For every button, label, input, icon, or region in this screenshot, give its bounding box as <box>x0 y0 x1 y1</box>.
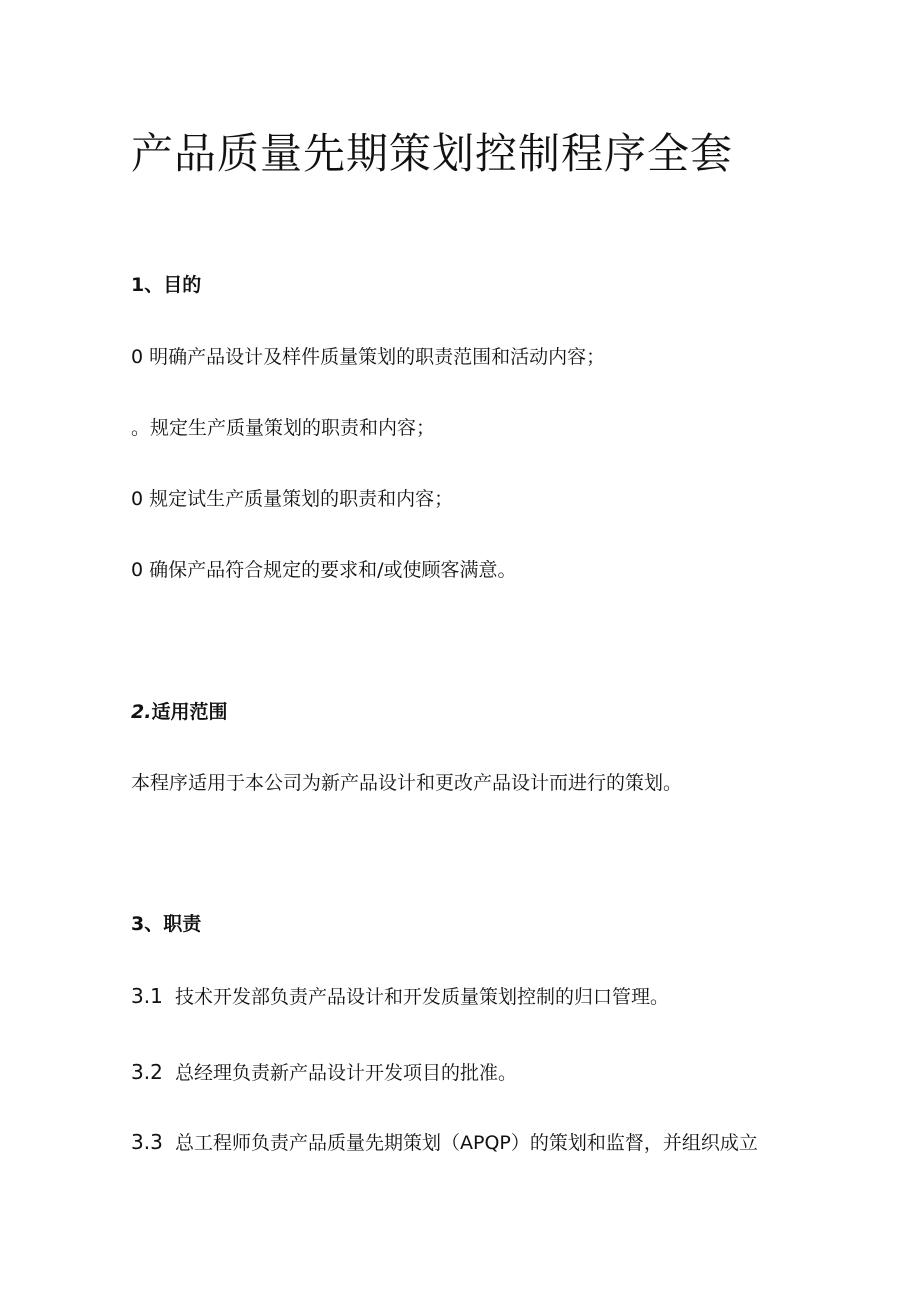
purpose-item: 0 确保产品符合规定的要求和/或使顾客满意。 <box>131 559 517 581</box>
clause-number: 3.2 <box>131 1060 163 1084</box>
clause-number: 3.1 <box>131 984 163 1008</box>
section-heading-text: 适用范围 <box>151 701 228 723</box>
purpose-item: 0 明确产品设计及样件质量策划的职责范围和活动内容； <box>131 346 606 368</box>
purpose-item: 。规定生产质量策划的职责和内容； <box>131 417 436 439</box>
document-title: 产品质量先期策划控制程序全套 <box>131 129 734 178</box>
clause-text: 总工程师负责产品质量先期策划（APQP）的策划和监督，并组织成立 <box>175 1132 758 1154</box>
scope-body: 本程序适用于本公司为新产品设计和更改产品设计而进行的策划。 <box>131 772 683 794</box>
section-heading-purpose: 1、目的 <box>131 274 202 296</box>
clause-3-2 <box>131 1059 517 1086</box>
section-heading-responsibilities: 3、职责 <box>131 913 202 935</box>
section-number: 2. <box>131 701 152 723</box>
clause-number: 3.3 <box>131 1130 163 1154</box>
purpose-item: 0 规定试生产质量策划的职责和内容； <box>131 488 454 510</box>
clause-text: 技术开发部负责产品设计和开发质量策划控制的归口管理。 <box>175 986 670 1008</box>
clause-text: 总经理负责新产品设计开发项目的批准。 <box>175 1062 518 1084</box>
section-heading-scope <box>131 699 227 725</box>
clause-3-1 <box>131 983 669 1010</box>
clause-3-3 <box>131 1129 758 1156</box>
